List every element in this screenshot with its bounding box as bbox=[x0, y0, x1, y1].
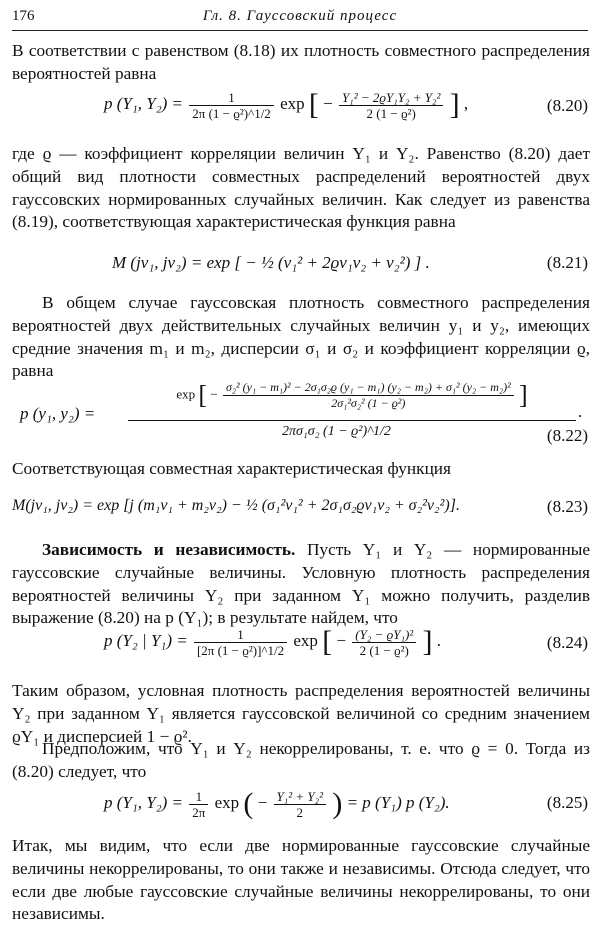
eq820-frac-num: 1 bbox=[189, 90, 274, 106]
page-header bbox=[12, 8, 588, 31]
eq825-exp: exp bbox=[214, 792, 240, 812]
eq825-inner-num: Y₁² + Y₂² bbox=[274, 789, 327, 805]
paragraph-5-text: Пусть Y₁ и Y₂ — нормированные гауссовские случайные величины. Условную плотность распределения вероятностей величины Y₂ при заданном Y₁ можно получить, разделив выражение (8.20) на p (Y₁); в результате найдем, что bbox=[12, 540, 590, 628]
eq825-fraction bbox=[189, 789, 208, 820]
eq822-fraction-bar bbox=[128, 420, 576, 421]
eq824-inner-fraction bbox=[352, 627, 416, 658]
eq820-inner-fraction bbox=[339, 90, 443, 121]
eq824-number: (8.24) bbox=[546, 633, 588, 652]
equation-8-22: p (y₁, y₂) = exp [ − $\frac{\text{σ₂² (y₁ − m₁)² − 2σ₁σ₂ϱ (y₁ − m₁) (y₂ − m₂) + σ₁² (y₂ − m₂)²}}{\text{2σ₁²σ₂² (1 − ϱ²)}}$ ] 2πσ₁σ₂ (1 − ϱ²)^1/2 . (8.22) bbox=[20, 380, 588, 445]
paragraph-4: Соответствующая совместная характеристическая функция bbox=[12, 459, 452, 478]
eq825-frac-den: 2π bbox=[192, 804, 206, 820]
equation-8-21 bbox=[12, 253, 590, 279]
eq820-fraction bbox=[189, 90, 274, 121]
eq822-number: (8.22) bbox=[546, 426, 588, 445]
eq822-den: 2πσ₁σ₂ (1 − ϱ²)^1/2 bbox=[282, 424, 391, 439]
eq821-number: (8.21) bbox=[546, 253, 588, 272]
eq821-body: M (jv₁, jv₂) = exp [ − ½ (v₁² + 2ϱv₁v₂ + v₂²) ] . bbox=[112, 253, 430, 272]
eq820-inner-num: Y₁² − 2ϱY₁Y₂ + Y₂² bbox=[339, 90, 443, 106]
paragraph-3: В общем случае гауссовская плотность совместного распределения вероятностей двух действительных случайных величин y₁ и y₂, имеющих средние значения m₁ и m₂, дисперсии σ₁ и σ₂ и коэффициент корреляции ϱ, равна bbox=[12, 293, 590, 381]
paragraph-5-heading: Зависимость и независимость. bbox=[42, 540, 296, 559]
eq824-inner-den: 2 (1 − ϱ²) bbox=[359, 642, 409, 658]
eq823-number: (8.23) bbox=[546, 497, 588, 516]
eq825-lhs: p (Y₁, Y₂) = bbox=[104, 792, 184, 812]
equation-8-20: p (Y₁, Y₂) = $\frac{1}{\text{2π (1 − ϱ²)\textasciicircum{}1/2}}$ exp [ − $\frac{\text{Y₁² − 2ϱY₁Y₂ + Y₂²}}{\text{2 (1 − ϱ²)}}$ ] , (8.20) bbox=[104, 88, 588, 121]
eq822-lhs: p (y₁, y₂) = bbox=[20, 404, 96, 423]
equation-8-25: p (Y₁, Y₂) = $\frac{1}{2\pi}$ exp ( − $\frac{\text{Y₁² + Y₂²}}{2}$ ) = p (Y₁) p (Y₂). (8.25) bbox=[104, 787, 588, 820]
eq820-exp: exp bbox=[280, 93, 305, 113]
page-number: 176 bbox=[12, 8, 35, 24]
paragraph-5 bbox=[12, 539, 590, 630]
eq825-inner-fraction bbox=[274, 789, 327, 820]
paragraph-8: Итак, мы видим, что если две нормированные гауссовские случайные величины некоррелированы, то они также и независимы. Отсюда следует, что если две любые гауссовские случайные величины некоррелированы, то они независимы. bbox=[12, 836, 590, 924]
eq825-number: (8.25) bbox=[546, 793, 588, 812]
eq824-inner-num: (Y₂ − ϱY₁)² bbox=[352, 627, 416, 643]
equation-8-24: p (Y₂ | Y₁) = $\frac{1}{\text{[2π (1 − ϱ²)]\textasciicircum{}1/2}}$ exp [ − $\frac{\text{(Y₂ − ϱY₁)²}}{\text{2 (1 − ϱ²)}}$ ] . (8.24) bbox=[104, 625, 588, 658]
eq824-exp: exp bbox=[293, 630, 318, 650]
eq820-inner-den: 2 (1 − ϱ²) bbox=[366, 105, 416, 121]
eq822-numerator: exp [ − $\frac{\text{σ₂² (y₁ − m₁)² − 2σ₁σ₂ϱ (y₁ − m₁) (y₂ − m₂) + σ₁² (y₂ − m₂)²}}{\text{2σ₁²σ₂² (1 − ϱ²)}}$ ] bbox=[176, 380, 528, 410]
eq822-top-exp: exp bbox=[176, 386, 196, 402]
eq825-frac-num: 1 bbox=[189, 789, 208, 805]
equation-8-23 bbox=[12, 497, 590, 523]
eq824-lhs: p (Y₂ | Y₁) = bbox=[104, 630, 188, 650]
eq824-frac-den: [2π (1 − ϱ²)]^1/2 bbox=[196, 642, 285, 658]
eq822-inner-fraction bbox=[223, 380, 514, 411]
eq820-number: (8.20) bbox=[546, 96, 588, 115]
eq823-body: M(jv₁, jv₂) = exp [j (m₁v₁ + m₂v₂) − ½ (σ₁²v₁² + 2σ₁σ₂ϱv₁v₂ + σ₂²v₂²)]. bbox=[12, 497, 460, 514]
eq824-fraction bbox=[194, 627, 287, 658]
eq825-inner-den: 2 bbox=[296, 804, 304, 820]
eq822-inner-den: 2σ₁²σ₂² (1 − ϱ²) bbox=[331, 396, 406, 410]
eq820-lhs: p (Y₁, Y₂) = bbox=[104, 93, 184, 113]
paragraph-7: Предположим, что Y₁ и Y₂ некоррелированы, т. е. что ϱ = 0. Тогда из (8.20) следует, что bbox=[12, 739, 590, 781]
paragraph-6: Таким образом, условная плотность распределения вероятностей величины Y₂ при заданном Y₁ является гауссовской величиной со средним значением ϱY₁ и дисперсией 1 − ϱ². bbox=[12, 681, 590, 746]
eq822-inner-num: σ₂² (y₁ − m₁)² − 2σ₁σ₂ϱ (y₁ − m₁) (y₂ − m₂) + σ₁² (y₂ − m₂)² bbox=[223, 380, 514, 396]
eq825-rhs: = p (Y₁) p (Y₂). bbox=[346, 792, 450, 812]
paragraph-1: В соответствии с равенством (8.18) их плотность совместного распределения вероятностей равна bbox=[12, 41, 590, 83]
eq824-frac-num: 1 bbox=[194, 627, 287, 643]
running-title: Гл. 8. Гауссовский процесс bbox=[202, 8, 398, 24]
paragraph-2: где ϱ — коэффициент корреляции величин Y₁ и Y₂. Равенство (8.20) дает общий вид плотности совместных распределений вероятностей двух гауссовских нормированных случайных величин. Как следует из равенства (8.19), соответствующая характеристическая функция равна bbox=[12, 144, 590, 232]
eq820-frac-den: 2π (1 − ϱ²)^1/2 bbox=[192, 105, 271, 121]
